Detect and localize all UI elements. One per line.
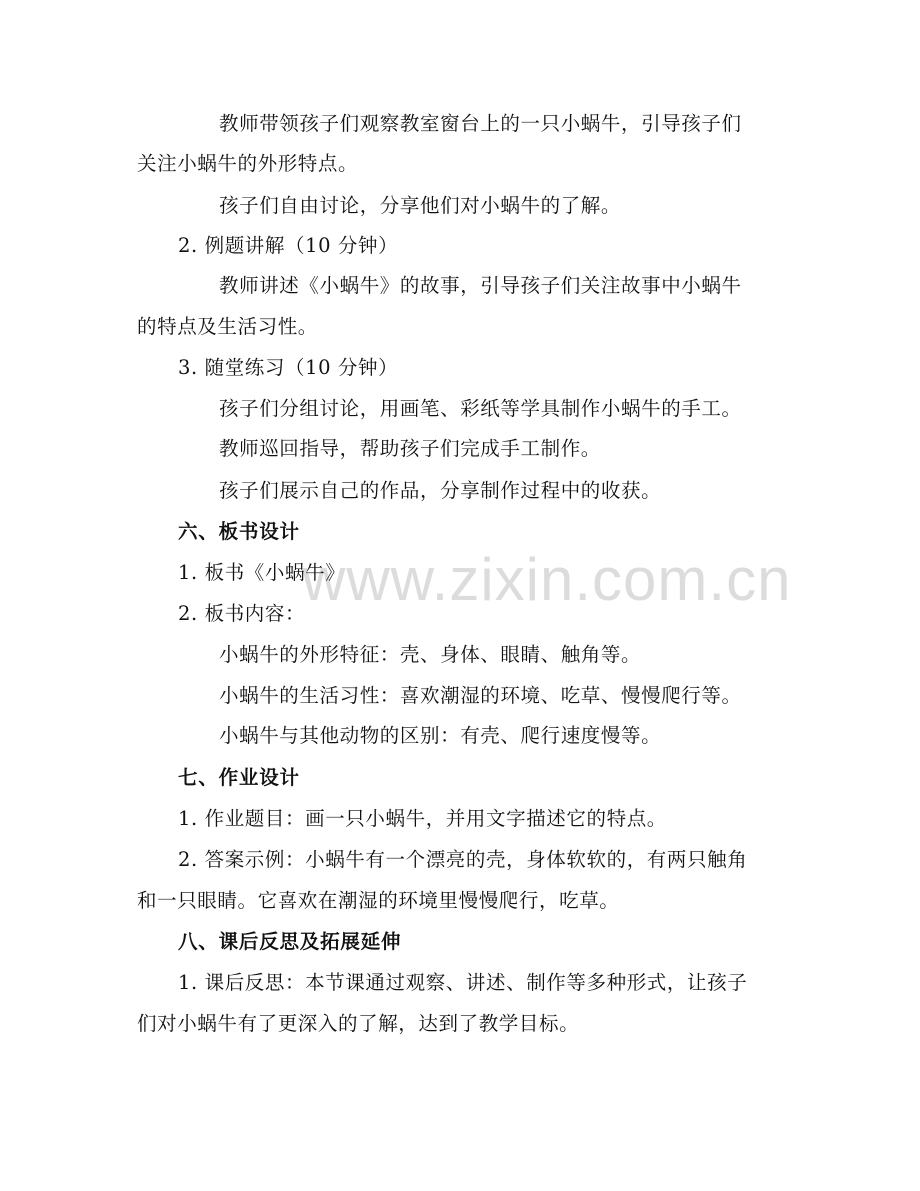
paragraph-line: 小蜗牛的外形特征：壳、身体、眼睛、触角等。 [219, 643, 642, 666]
section-heading: 八、课后反思及拓展延伸 [178, 930, 402, 953]
list-item: 2. 板书内容： [178, 602, 306, 625]
paragraph-line: 小蜗牛与其他动物的区别：有壳、爬行速度慢等。 [219, 724, 662, 747]
watermark: www.zixin.com.cn [302, 546, 792, 613]
section-heading: 六、板书设计 [178, 520, 300, 543]
paragraph-line: 孩子们展示自己的作品，分享制作过程中的收获。 [219, 479, 662, 502]
paragraph-line: 教师带领孩子们观察教室窗台上的一只小蜗牛，引导孩子们 [219, 112, 742, 135]
paragraph-line: 教师讲述《小蜗牛》的故事，引导孩子们关注故事中小蜗牛 [219, 274, 742, 297]
list-item: 1. 课后反思：本节课通过观察、讲述、制作等多种形式，让孩子 [178, 971, 748, 994]
paragraph-line: 小蜗牛的生活习性：喜欢潮湿的环境、吃草、慢慢爬行等。 [219, 684, 742, 707]
list-item: 2. 例题讲解（10 分钟） [178, 234, 399, 257]
list-item: 2. 答案示例：小蜗牛有一个漂亮的壳，身体软软的，有两只触角 [178, 848, 748, 871]
paragraph-line: 关注小蜗牛的外形特点。 [137, 152, 359, 175]
list-item: 1. 板书《小蜗牛》 [178, 561, 346, 584]
section-heading: 七、作业设计 [178, 766, 300, 789]
paragraph-line: 们对小蜗牛有了更深入的了解，达到了教学目标。 [137, 1012, 580, 1035]
paragraph-line: 孩子们自由讨论，分享他们对小蜗牛的了解。 [219, 194, 622, 217]
paragraph-line: 和一只眼睛。它喜欢在潮湿的环境里慢慢爬行，吃草。 [137, 889, 620, 912]
list-item: 1. 作业题目：画一只小蜗牛，并用文字描述它的特点。 [178, 807, 667, 830]
list-item: 3. 随堂练习（10 分钟） [178, 356, 399, 379]
paragraph-line: 孩子们分组讨论，用画笔、彩纸等学具制作小蜗牛的手工。 [219, 397, 742, 420]
paragraph-line: 教师巡回指导，帮助孩子们完成手工制作。 [219, 437, 601, 460]
paragraph-line: 的特点及生活习性。 [137, 315, 318, 338]
